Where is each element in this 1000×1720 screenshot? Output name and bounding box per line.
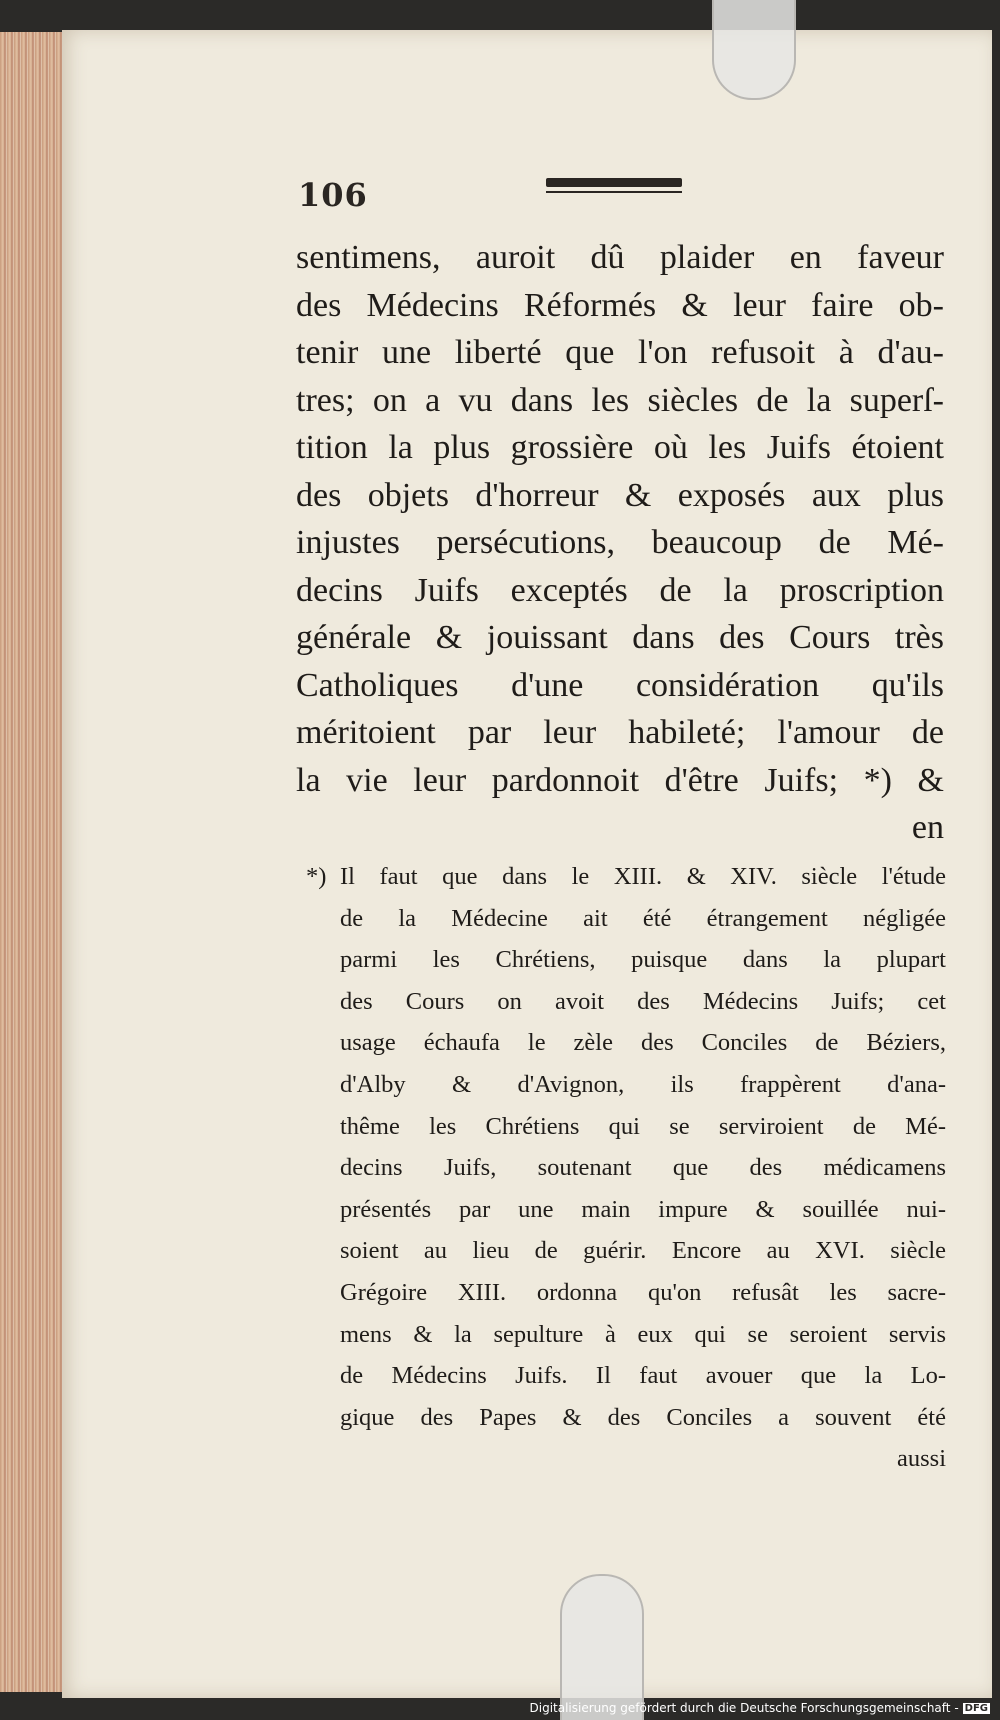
page-clip-bottom [560,1574,644,1720]
header-ornament-rule [546,178,682,187]
body-line: méritoient par leur habileté; l'amour de [296,714,944,751]
body-line: Catholiques d'une considération qu'ils [296,666,944,704]
body-line: injustes persécutions, beaucoup de Mé- [296,524,944,561]
credit-text: Digitalisierung gefördert durch die Deutsche Forschungsgemeinschaft - [529,1701,959,1715]
body-line: des Médecins Réformés & leur faire ob- [296,286,944,324]
body-line: générale & jouissant dans des Cours très [296,619,944,656]
footnote-line: mens & la sepulture à eux qui se seroient servis [340,1320,946,1348]
footnote-line: Grégoire XIII. ordonna qu'on refusât les sacre- [340,1278,946,1306]
page-number: 106 [298,176,368,214]
footnote-line: decins Juifs, soutenant que des médicamens [340,1154,946,1182]
digitization-credit [530,1701,991,1715]
footnote-line: soient au lieu de guérir. Encore au XVI. siècle [340,1237,946,1265]
footnote-line: parmi les Chrétiens, puisque dans la plupart [340,946,946,974]
header-ornament-rule-thin [546,191,682,193]
body-line: tenir une liberté que l'on refusoit à d'au- [296,334,944,371]
body-line: decins Juifs exceptés de la proscription [296,571,944,609]
footnote-line: thême les Chrétiens qui se serviroient de Mé- [340,1112,946,1140]
body-line: la vie leur pardonnoit d'être Juifs; *) & [296,761,944,799]
body-text [296,234,944,852]
footnote-line: usage échaufa le zèle des Conciles de Béziers, [340,1029,946,1057]
footnote-catchword: aussi [897,1445,946,1473]
footnote-line: présentés par une main impure & souillée nui- [340,1195,946,1223]
body-line: tition la plus grossière où les Juifs étoient [296,429,944,466]
body-line: sentimens, auroit dû plaider en faveur [296,239,944,276]
footnote [306,856,946,1480]
body-line: tres; on a vu dans les siècles de la superſ- [296,381,944,419]
footnote-line: des Cours on avoit des Médecins Juifs; cet [340,987,946,1015]
dfg-logo-icon: DFG [964,1703,988,1714]
body-line: des objets d'horreur & exposés aux plus [296,476,944,514]
footnote-line: de la Médecine ait été étrangement négligée [340,904,946,932]
footnote-line: de Médecins Juifs. Il faut avouer que la Lo- [340,1362,946,1390]
catchword: en [911,809,944,846]
footnote-line: gique des Papes & des Conciles a souvent été [340,1403,946,1431]
footnote-marker: *) [306,863,327,890]
page-clip-top [712,0,796,100]
footnote-line: Il faut que dans le XIII. & XIV. siècle l'étude [340,863,946,890]
footnote-line: d'Alby & d'Avignon, ils frappèrent d'ana- [340,1070,946,1098]
